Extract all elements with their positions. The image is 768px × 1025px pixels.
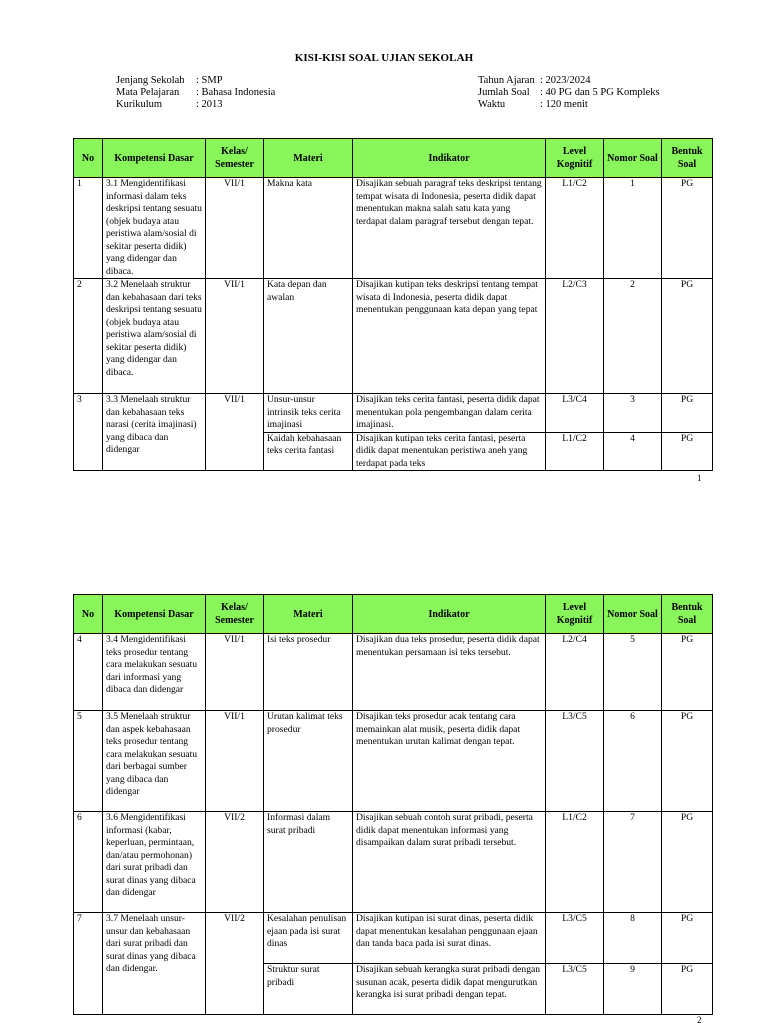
- cell-materi: Isi teks prosedur: [264, 634, 353, 711]
- header-indikator: Indikator: [353, 139, 546, 178]
- cell-nomor: 1: [604, 178, 662, 279]
- cell-kelas: VII/1: [206, 634, 264, 711]
- info-label: Tahun Ajaran: [478, 75, 535, 86]
- table-header-row: [74, 595, 713, 634]
- cell-bentuk: PG: [662, 634, 713, 711]
- info-label: Kurikulum: [116, 99, 163, 111]
- info-row-jumlah: [478, 87, 660, 99]
- cell-bentuk: PG: [662, 432, 713, 471]
- cell-kelas: VII/2: [206, 913, 264, 1015]
- header-kelas-semester: Kelas/ Semester: [206, 139, 264, 178]
- cell-level: L3/C5: [546, 964, 604, 1015]
- school-info: [116, 75, 275, 112]
- cell-kompetensi-dasar: 3.4 Mengidentifikasi teks prosedur tentang cara melakukan sesuatu dari informasi yang dibaca dan didengar: [103, 634, 206, 711]
- table-row: [74, 812, 713, 913]
- info-row-mapel: [116, 87, 275, 99]
- cell-bentuk: PG: [662, 812, 713, 913]
- cell-nomor: 4: [604, 432, 662, 471]
- header-kompetensi-dasar: Kompetensi Dasar: [103, 139, 206, 178]
- cell-nomor: 9: [604, 964, 662, 1015]
- cell-level: L3/C5: [546, 913, 604, 964]
- cell-materi: Kaidah kebahasaan teks cerita fantasi: [264, 432, 353, 471]
- info-row-kurikulum: [116, 99, 275, 111]
- cell-indikator: Disajikan kutipan isi surat dinas, peserta didik dapat menentukan kesalahan penggunaan ejaan dan tanda baca pada isi surat dinas.: [353, 913, 546, 964]
- cell-no: 4: [74, 634, 103, 711]
- header-materi: Materi: [264, 139, 353, 178]
- page-number: 1: [697, 473, 702, 483]
- header-bentuk-soal: Bentuk Soal: [662, 139, 713, 178]
- table-row: [74, 394, 713, 433]
- cell-no: 7: [74, 913, 103, 1015]
- cell-bentuk: PG: [662, 394, 713, 433]
- cell-bentuk: PG: [662, 711, 713, 812]
- cell-kelas: VII/2: [206, 812, 264, 913]
- header-nomor-soal: Nomor Soal: [604, 595, 662, 634]
- table-row: [74, 913, 713, 964]
- cell-no: 2: [74, 279, 103, 394]
- info-value: : 2013: [196, 99, 223, 111]
- cell-nomor: 8: [604, 913, 662, 964]
- cell-nomor: 2: [604, 279, 662, 394]
- cell-kompetensi-dasar: 3.1 Mengidentifikasi informasi dalam teks deskripsi tentang sesuatu (objek budaya atau peristiwa alam/sosial di sekitar peserta didik) yang didengar dan dibaca.: [103, 178, 206, 279]
- info-row-tahun: [478, 75, 660, 87]
- cell-indikator: Disajikan kutipan teks cerita fantasi, peserta didik dapat menentukan peristiwa aneh yang terdapat pada teks: [353, 432, 546, 471]
- info-label: Jenjang Sekolah: [116, 75, 185, 86]
- cell-indikator: Disajikan dua teks prosedur, peserta didik dapat menentukan persamaan isi teks tersebut.: [353, 634, 546, 711]
- cell-no: 6: [74, 812, 103, 913]
- info-label: Jumlah Soal: [478, 87, 530, 99]
- cell-level: L1/C2: [546, 178, 604, 279]
- table-row: [74, 711, 713, 812]
- cell-nomor: 6: [604, 711, 662, 812]
- header-indikator: Indikator: [353, 595, 546, 634]
- cell-kompetensi-dasar: 3.3 Menelaah struktur dan kebahasaan teks narasi (cerita imajinasi) yang dibaca dan didengar: [103, 394, 206, 471]
- kisi-kisi-table-page-2: [73, 594, 713, 1015]
- cell-materi: Kata depan dan awalan: [264, 279, 353, 394]
- info-row-jenjang: [116, 75, 275, 87]
- table-row: [74, 178, 713, 279]
- cell-bentuk: PG: [662, 279, 713, 394]
- page-number: 2: [697, 1015, 702, 1025]
- cell-kelas: VII/1: [206, 178, 264, 279]
- info-value: : SMP: [196, 75, 223, 86]
- cell-materi: Struktur surat pribadi: [264, 964, 353, 1015]
- info-value: : 120 menit: [540, 99, 588, 111]
- info-label: Waktu: [478, 99, 506, 111]
- table-row: [74, 279, 713, 394]
- cell-materi: Informasi dalam surat pribadi: [264, 812, 353, 913]
- cell-indikator: Disajikan sebuah kerangka surat pribadi dengan susunan acak, peserta didik dapat mengurutkan kerangka isi surat pribadi dengan tepat.: [353, 964, 546, 1015]
- cell-level: L2/C3: [546, 279, 604, 394]
- cell-level: L1/C2: [546, 432, 604, 471]
- header-level-kognitif: Level Kognitif: [546, 139, 604, 178]
- cell-indikator: Disajikan teks prosedur acak tentang cara memainkan alat musik, peserta didik dapat menentukan urutan kalimat dengan tepat.: [353, 711, 546, 812]
- header-bentuk-soal: Bentuk Soal: [662, 595, 713, 634]
- cell-level: L3/C4: [546, 394, 604, 433]
- cell-indikator: Disajikan sebuah paragraf teks deskripsi tentang tempat wisata di Indonesia, peserta didik dapat menentukan makna salah satu kata yang terdapat dalam paragraf tersebut dengan tepat.: [353, 178, 546, 279]
- cell-materi: Urutan kalimat teks prosedur: [264, 711, 353, 812]
- table-row: [74, 634, 713, 711]
- info-value: : Bahasa Indonesia: [196, 87, 276, 99]
- cell-no: 1: [74, 178, 103, 279]
- kisi-kisi-table-page-1: [73, 138, 713, 471]
- cell-kelas: VII/1: [206, 711, 264, 812]
- cell-materi: Kesalahan penulisan ejaan pada isi surat dinas: [264, 913, 353, 964]
- document-title: KISI-KISI SOAL UJIAN SEKOLAH: [294, 52, 474, 64]
- cell-bentuk: PG: [662, 178, 713, 279]
- header-nomor-soal: Nomor Soal: [604, 139, 662, 178]
- cell-kompetensi-dasar: 3.7 Menelaah unsur-unsur dan kebahasaan dari surat pribadi dan surat dinas yang dibaca dan didengar.: [103, 913, 206, 1015]
- cell-materi: Makna kata: [264, 178, 353, 279]
- cell-level: L1/C2: [546, 812, 604, 913]
- header-kelas-semester: Kelas/ Semester: [206, 595, 264, 634]
- cell-kelas: VII/1: [206, 279, 264, 394]
- cell-level: L2/C4: [546, 634, 604, 711]
- cell-no: 3: [74, 394, 103, 471]
- cell-kompetensi-dasar: 3.2 Menelaah struktur dan kebahasaan dari teks deskripsi tentang sesuatu (objek budaya atau peristiwa alam/sosial di sekitar peserta didik) yang didengar dan dibaca.: [103, 279, 206, 394]
- table-header-row: [74, 139, 713, 178]
- cell-nomor: 5: [604, 634, 662, 711]
- info-value: : 2023/2024: [540, 75, 591, 86]
- cell-nomor: 7: [604, 812, 662, 913]
- header-kompetensi-dasar: Kompetensi Dasar: [103, 595, 206, 634]
- cell-bentuk: PG: [662, 913, 713, 964]
- cell-kompetensi-dasar: 3.6 Mengidentifikasi informasi (kabar, keperluan, permintaan, dan/atau permohonan) dari surat pribadi dan surat dinas yang dibaca dan didengar: [103, 812, 206, 913]
- cell-kompetensi-dasar: 3.5 Menelaah struktur dan aspek kebahasaan teks prosedur tentang cara melakukan sesuatu dari berbagai sumber yang dibaca dan didengar: [103, 711, 206, 812]
- exam-info: [478, 75, 660, 112]
- cell-indikator: Disajikan kutipan teks deskripsi tentang tempat wisata di Indonesia, peserta didik dapat menentukan penggunaan kata depan yang tepat: [353, 279, 546, 394]
- info-value: : 40 PG dan 5 PG Kompleks: [540, 87, 660, 99]
- cell-kelas: VII/1: [206, 394, 264, 471]
- info-label: Mata Pelajaran: [116, 87, 180, 99]
- header-materi: Materi: [264, 595, 353, 634]
- cell-bentuk: PG: [662, 964, 713, 1015]
- header-level-kognitif: Level Kognitif: [546, 595, 604, 634]
- cell-no: 5: [74, 711, 103, 812]
- cell-indikator: Disajikan sebuah contoh surat pribadi, peserta didik dapat menentukan informasi yang disampaikan dalam surat pribadi tersebut.: [353, 812, 546, 913]
- info-row-waktu: [478, 99, 660, 111]
- header-no: No: [74, 595, 103, 634]
- cell-nomor: 3: [604, 394, 662, 433]
- cell-indikator: Disajikan teks cerita fantasi, peserta didik dapat menentukan pola pengembangan dalam cerita imajinasi.: [353, 394, 546, 433]
- cell-materi: Unsur-unsur intrinsik teks cerita imajinasi: [264, 394, 353, 433]
- header-no: No: [74, 139, 103, 178]
- cell-level: L3/C5: [546, 711, 604, 812]
